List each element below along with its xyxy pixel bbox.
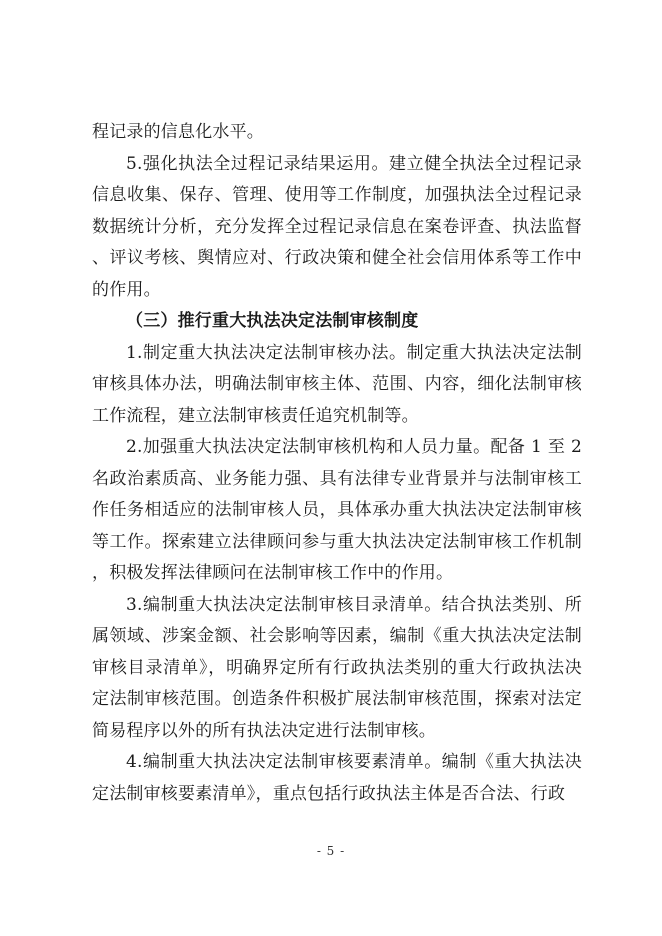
paragraph-item-5: 5.强化执法全过程记录结果运用。建立健全执法全过程记录信息收集、保存、管理、使用等工作制度，加强执法全过程记录数据统计分析，充分发挥全过程记录信息在案卷评查、执法监督、评议考核、舆情应对、行政决策和健全社会信用体系等工作中的作用。 [92, 153, 582, 300]
document-body [92, 117, 582, 810]
paragraph-item-2: 2.加强重大执法决定法制审核机构和人员力量。配备 1 至 2 名政治素质高、业务能力强、具有法律专业背景并与法制审核工作任务相适应的法制审核人员，具体承办重大执法决定法制审核等工作。探索建立法律顾问参与重大执法决定法制审核工作机制，积极发挥法律顾问在法制审核工作中的作用。 [92, 437, 582, 583]
paragraph-item-3: 3.编制重大执法决定法制审核目录清单。结合执法类别、所属领域、涉案金额、社会影响等因素，编制《重大执法决定法制审核目录清单》，明确界定所有行政执法类别的重大行政执法决定法制审核范围。创造条件积极扩展法制审核范围，探索对法定简易程序以外的所有执法决定进行法制审核。 [92, 594, 582, 741]
page-number: - 5 - [316, 844, 346, 858]
paragraph-item-4: 4.编制重大执法决定法制审核要素清单。编制《重大执法决定法制审核要素清单》，重点包括行政执法主体是否合法、行政 [92, 752, 582, 804]
paragraph-item-1: 1.制定重大执法决定法制审核办法。制定重大执法决定法制审核具体办法，明确法制审核主体、范围、内容，细化法制审核工作流程，建立法制审核责任追究机制等。 [92, 342, 582, 426]
paragraph-continuation: 程记录的信息化水平。 [92, 122, 264, 142]
section-heading: （三）推行重大执法决定法制审核制度 [126, 311, 419, 331]
